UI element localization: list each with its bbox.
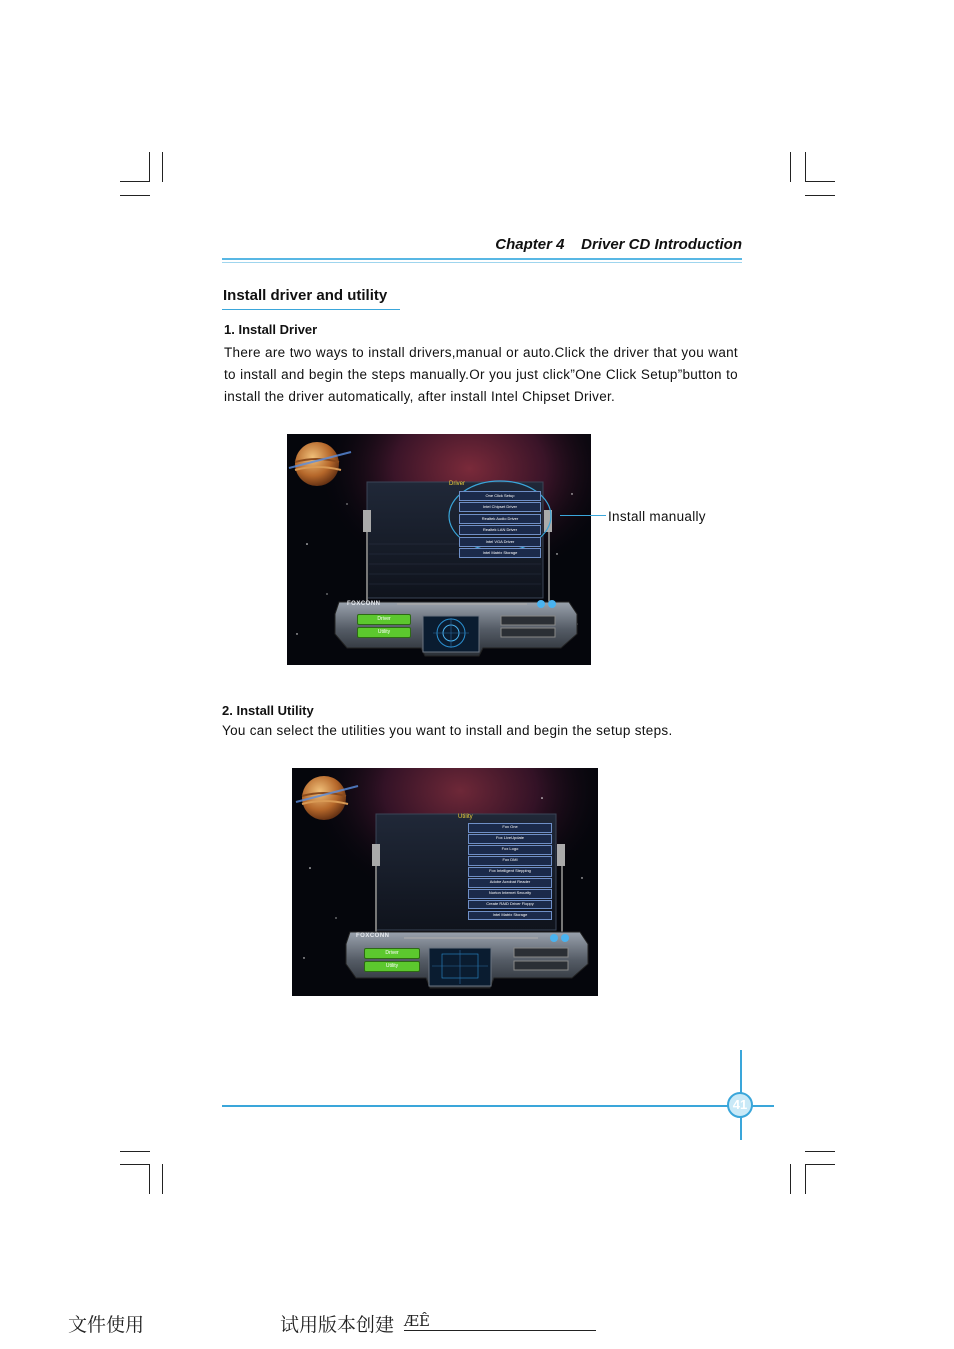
utility-list-item[interactable]: Fox One <box>468 823 552 833</box>
crop-mark <box>149 152 150 182</box>
watermark-right: 试用版本创建 <box>280 1314 395 1336</box>
foxconn-logo: FOXCONN <box>356 933 390 939</box>
callout-install-manually: Install manually <box>608 509 706 524</box>
utility-list-item[interactable]: Intel Matrix Storage <box>468 911 552 921</box>
crop-mark <box>805 152 806 182</box>
crop-mark <box>790 1164 791 1194</box>
utility-list <box>468 823 552 922</box>
utility-list-item[interactable]: Create RAID Driver Floppy <box>468 900 552 910</box>
chapter-header <box>440 236 742 253</box>
utility-tab-button[interactable]: Utility <box>364 961 420 972</box>
crop-mark <box>805 1164 835 1165</box>
section-title-underline <box>222 309 400 310</box>
crop-mark <box>162 1164 163 1194</box>
driver-list-item[interactable]: Realtek LAN Driver <box>459 525 541 535</box>
crop-mark <box>805 181 835 182</box>
driver-screenshot <box>287 434 591 665</box>
crop-mark <box>149 1164 150 1194</box>
utility-list-item[interactable]: Norton Internet Security <box>468 889 552 899</box>
watermark-underline <box>404 1330 596 1331</box>
crop-mark <box>120 1164 150 1165</box>
step2-body: You can select the utilities you want to install and begin the setup steps. <box>222 723 673 738</box>
driver-list <box>459 491 541 559</box>
step1-body: There are two ways to install drivers,manual or auto.Click the driver that you want to install and begin the steps manually.Or you just click”One Click Setup”button to install the driver automatically, after install Intel Chipset Driver. <box>224 345 738 404</box>
driver-list-item[interactable]: Intel Chipset Driver <box>459 502 541 512</box>
chapter-title: Driver CD Introduction <box>581 236 742 253</box>
section-title: Install driver and utility <box>223 287 388 304</box>
driver-tab-button[interactable]: Driver <box>364 948 420 959</box>
utility-list-item[interactable]: Fox DMI <box>468 856 552 866</box>
crop-mark <box>120 1151 150 1152</box>
header-rule-thin <box>222 262 742 263</box>
driver-list-item[interactable]: Realtek Audio Driver <box>459 514 541 524</box>
chapter-number: Chapter 4 <box>495 236 565 253</box>
utility-screenshot <box>292 768 598 996</box>
driver-list-item[interactable]: Intel VGA Driver <box>459 537 541 547</box>
crop-mark <box>120 195 150 196</box>
footer-rule <box>222 1105 774 1107</box>
panel-title: Driver <box>449 481 465 487</box>
step2-heading: 2. Install Utility <box>222 703 314 718</box>
utility-list-item[interactable]: Adobe Acrobat Reader <box>468 878 552 888</box>
driver-screen-art <box>287 434 591 665</box>
utility-list-item[interactable]: Fox LiveUpdate <box>468 834 552 844</box>
watermark-left: 文件使用 <box>68 1314 145 1336</box>
panel-title: Utility <box>458 814 473 820</box>
driver-tab-button[interactable]: Driver <box>357 614 411 625</box>
foxconn-logo: FOXCONN <box>347 601 381 607</box>
step1-heading: 1. Install Driver <box>224 322 318 337</box>
crop-mark <box>805 1164 806 1194</box>
crop-mark <box>805 1151 835 1152</box>
utility-tab-button[interactable]: Utility <box>357 627 411 638</box>
header-rule <box>222 258 742 260</box>
crop-mark <box>162 152 163 182</box>
driver-list-item[interactable]: Intel Matrix Storage <box>459 548 541 558</box>
crop-mark <box>805 195 835 196</box>
utility-screen-art <box>292 768 598 996</box>
utility-list-item[interactable]: Fox Logo <box>468 845 552 855</box>
crop-mark <box>120 181 150 182</box>
utility-list-item[interactable]: Fox Intelligent Stepping <box>468 867 552 877</box>
page-number: 41 <box>727 1092 753 1118</box>
watermark-tag: ÆÊ <box>404 1312 430 1330</box>
crop-mark <box>790 152 791 182</box>
driver-list-item[interactable]: One Click Setup <box>459 491 541 501</box>
callout-leader <box>560 515 606 516</box>
